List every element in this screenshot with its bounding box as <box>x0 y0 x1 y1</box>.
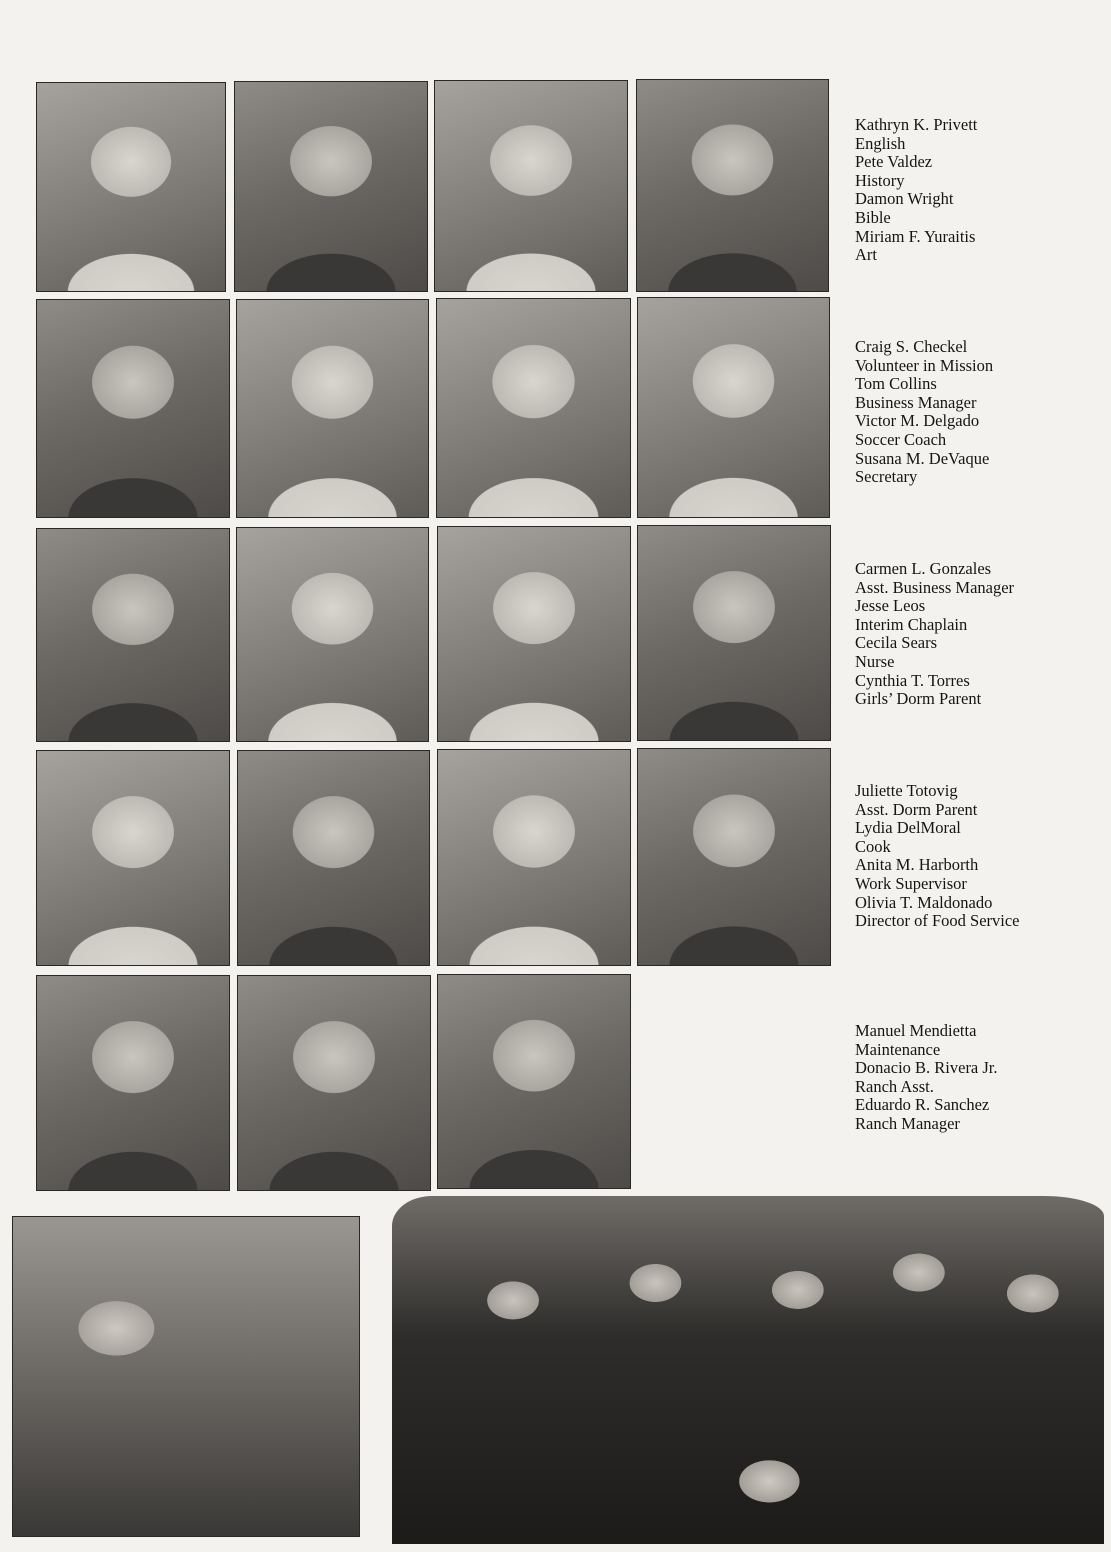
portrait-eduardo-sanchez <box>437 974 631 1189</box>
staff-caption-group-3 <box>855 560 1014 709</box>
staff-caption-group-4 <box>855 782 1020 931</box>
caption-line: Carmen L. Gonzales <box>855 559 992 578</box>
caption-line: Art <box>855 245 877 265</box>
caption-line: Ranch Manager <box>855 1113 960 1133</box>
portrait-pete-valdez <box>234 81 428 292</box>
caption-line: Damon Wright <box>855 189 954 209</box>
portrait-olivia-maldonado <box>637 748 831 966</box>
caption-line: Craig S. Checkel <box>855 337 968 356</box>
caption-line: Olivia T. Maldonado <box>855 892 993 912</box>
caption-line: Miriam F. Yuraitis <box>855 226 976 246</box>
candid-photo-kitchen <box>12 1216 360 1537</box>
caption-line: Nurse <box>855 651 895 671</box>
caption-line: English <box>855 133 906 153</box>
caption-line: Lydia DelMoral <box>855 818 961 838</box>
staff-caption-group-1 <box>855 116 977 265</box>
staff-caption-group-2 <box>855 338 993 487</box>
caption-line: Cecila Sears <box>855 633 938 653</box>
portrait-damon-wright <box>434 80 628 292</box>
caption-line: Work Supervisor <box>855 873 967 893</box>
caption-line: Donacio B. Rivera Jr. <box>855 1058 998 1078</box>
caption-line: Susana M. DeVaque <box>855 448 990 468</box>
staff-caption-group-5 <box>855 1022 998 1134</box>
caption-line: Asst. Business Manager <box>855 577 1015 597</box>
caption-line: Ranch Asst. <box>855 1076 934 1096</box>
portrait-kathryn-privett <box>36 82 226 292</box>
portrait-craig-checkel <box>36 299 230 518</box>
caption-line: Maintenance <box>855 1039 941 1059</box>
caption-line: History <box>855 170 905 190</box>
caption-line: Volunteer in Mission <box>855 355 994 375</box>
portrait-anita-harborth <box>437 749 631 966</box>
portrait-cecila-sears <box>437 526 631 742</box>
caption-line: Soccer Coach <box>855 429 947 449</box>
portrait-juliette-totovig <box>36 750 230 966</box>
caption-line: Victor M. Delgado <box>855 411 980 431</box>
portrait-cynthia-torres <box>637 525 831 741</box>
caption-line: Cook <box>855 836 891 856</box>
caption-line: Secretary <box>855 467 918 487</box>
caption-line: Juliette Totovig <box>855 781 958 800</box>
caption-line: Asst. Dorm Parent <box>855 799 978 819</box>
caption-line: Girls’ Dorm Parent <box>855 689 982 709</box>
portrait-susana-devaque <box>637 297 830 518</box>
caption-line: Interim Chaplain <box>855 614 968 634</box>
caption-line: Kathryn K. Privett <box>855 115 978 134</box>
caption-line: Manuel Mendietta <box>855 1021 977 1040</box>
caption-line: Jesse Leos <box>855 596 926 616</box>
caption-line: Business Manager <box>855 392 977 412</box>
caption-line: Bible <box>855 207 891 227</box>
portrait-tom-collins <box>236 299 429 518</box>
portrait-victor-delgado <box>436 298 631 518</box>
caption-line: Anita M. Harborth <box>855 855 979 875</box>
portrait-lydia-delmoral <box>237 750 430 966</box>
portrait-jesse-leos <box>236 527 429 742</box>
candid-photo-students-group <box>392 1196 1104 1544</box>
caption-line: Eduardo R. Sanchez <box>855 1095 990 1115</box>
portrait-donacio-rivera <box>237 975 431 1191</box>
caption-line: Cynthia T. Torres <box>855 670 970 690</box>
portrait-manuel-mendietta <box>36 975 230 1191</box>
portrait-carmen-gonzales <box>36 528 230 742</box>
caption-line: Pete Valdez <box>855 152 933 172</box>
caption-line: Director of Food Service <box>855 911 1020 931</box>
portrait-miriam-yuraitis <box>636 79 829 292</box>
caption-line: Tom Collins <box>855 374 937 394</box>
